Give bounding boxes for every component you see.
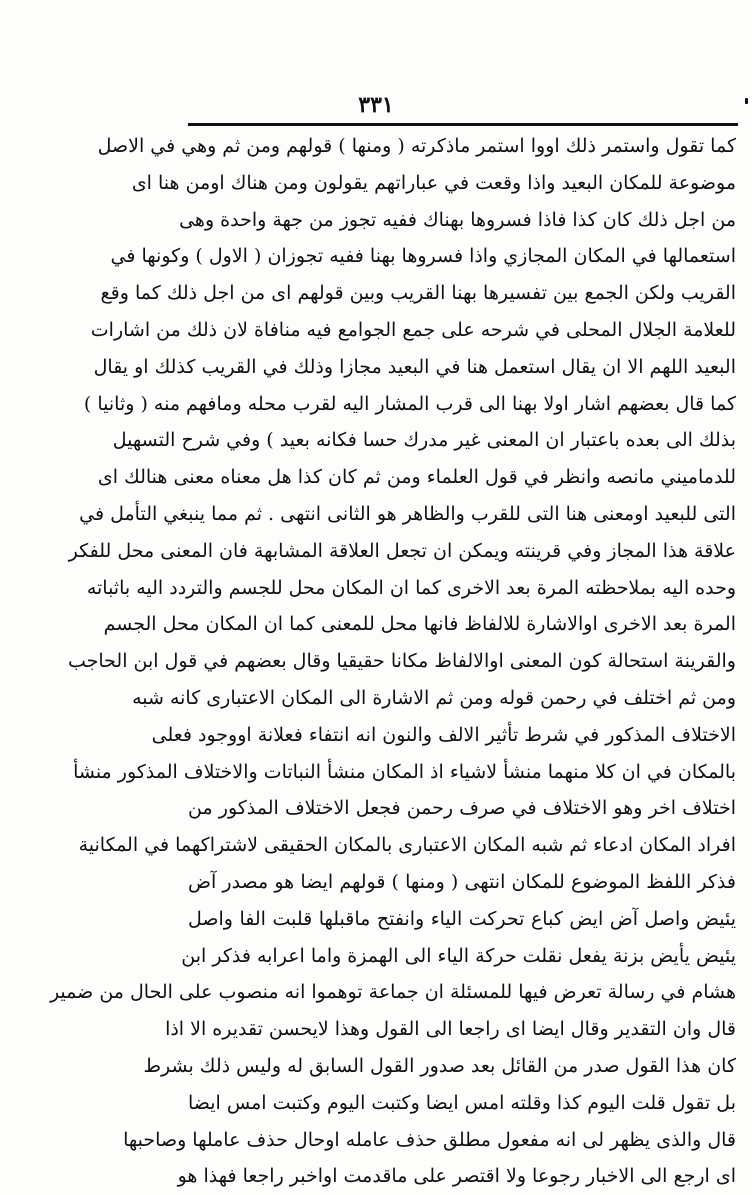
text-line: هشام في رسالة تعرض فيها للمسئلة ان جماعة توهموا انه منصوب على الحال من ضمير [49, 981, 736, 1004]
text-line: ومن ثم اختلف في رحمن قوله ومن ثم الاشارة الى المكان الاعتبارى كانه شبه [132, 686, 736, 709]
text-line: والقرينة استحالة كون المعنى اوالالفاظ مكانا حقيقيا وقال بعضهم في قول ابن الحاجب [67, 650, 736, 673]
text-line: بل تقول قلت اليوم كذا وقلته امس ايضا وكتبت اليوم وكتبت امس ايضا [188, 1091, 736, 1114]
text-line: افراد المكان ادعاء ثم شبه المكان الاعتبارى بالمكان الحقيقى لاشتراكهما في المكانية [78, 834, 736, 857]
page-number: ٣٣١ [358, 92, 394, 118]
text-line: الاختلاف المذكور في شرط تأثير الالف والنون انه انتفاء فعلانة اووجود فعلى [151, 723, 736, 746]
text-line: القريب ولكن الجمع بين تفسيرها بهنا القريب وبين قولهم اى من اجل ذلك كما وقع [100, 282, 736, 305]
text-line: استعمالها في المكان المجازي واذا فسروها بهنا ففيه تجوزان ( الاول ) وكونها في [110, 245, 736, 268]
text-line: بذلك الى بعده باعتبار ان المعنى غير مدرك حسا فكانه بعيد ) وفي شرح التسهيل [112, 429, 736, 452]
text-line: اى ارجع الى الاخبار رجوعا ولا اقتصر على ماقدمت اواخبر راجعا فهذا هو [177, 1165, 736, 1188]
body-text [49, 128, 736, 1195]
text-line: البعيد اللهم الا ان يقال استعمل هنا في البعيد مجازا وذلك في القريب كذلك او يقال [93, 355, 736, 378]
text-line: فذكر اللفظ الموضوع للمكان انتهى ( ومنها ) قولهم ايضا هو مصدر آض [188, 870, 736, 893]
text-line: بالمكان في ان كلا منهما منشأ لاشياء اذ المكان منشأ النباتات والاختلاف المذكور منشأ [73, 760, 736, 783]
text-line: من اجل ذلك كان كذا فاذا فسروها بهناك ففيه تجوز من جهة واحدة وهى [179, 208, 736, 231]
text-line: كما تقول واستمر ذلك اووا استمر ماذكرته ( ومنها ) قولهم ومن ثم وهي في الاصل [97, 135, 736, 157]
text-line: اختلاف اخر وهو الاختلاف في صرف رحمن فجعل الاختلاف المذكور من [188, 797, 736, 820]
text-line: علاقة هذا المجاز وفي قرينته ويمكن ان تجعل العلاقة المشابهة فان المعنى محل للفكر [68, 539, 736, 562]
text-line: التى للبعيد اومعنى هنا التى للقرب والظاهر هو الثانى انتهى . ثم مما ينبغي التأمل في [79, 502, 736, 525]
text-line: للعلامة الجلال المحلى في شرحه على جمع الجوامع فيه منافاة لان ذلك من اشارات [90, 318, 736, 341]
text-line: للدماميني مانصه وانظر في قول العلماء ومن ثم كان كذا هل معناه معنى هنالك اى [97, 466, 736, 489]
text-line: قال وان التقدير وقال ايضا اى راجعا الى القول وهذا لايحسن تقديره الا اذا [165, 1018, 736, 1041]
text-line: وحده اليه بملاحظته المرة بعد الاخرى كما ان المكان محل للجسم والتردد اليه باثباته [86, 576, 736, 599]
text-line: يئيض واصل آض ايض كباع تحركت الياء وانفتح ماقبلها قلبت الفا واصل [188, 907, 736, 930]
text-line: كما قال بعضهم اشار اولا بهنا الى قرب المشار اليه لقرب محله ومافهم منه ( وثانيا ) [83, 392, 736, 415]
text-line: المرة بعد الاخرى اوالاشارة للالفاظ فانها محل للمعنى كما ان المكان محل الجسم [103, 613, 736, 636]
header-rule [188, 123, 738, 126]
text-line: كان هذا القول صدر من القائل بعد صدور القول السابق له وليس ذلك بشرط [143, 1054, 736, 1077]
text-line: يئيض يأيض بزنة يفعل نقلت حركة الياء الى الهمزة واما اعرابه فذكر ابن [181, 944, 736, 967]
text-line: موضوعة للمكان البعيد واذا وقعت في عباراتهم يقولون ومن هناك اومن هنا اى [131, 171, 736, 194]
text-line: قال والذى يظهر لى انه مفعول مطلق حذف عامله اوحال حذف عاملها وصاحبها [123, 1128, 736, 1151]
